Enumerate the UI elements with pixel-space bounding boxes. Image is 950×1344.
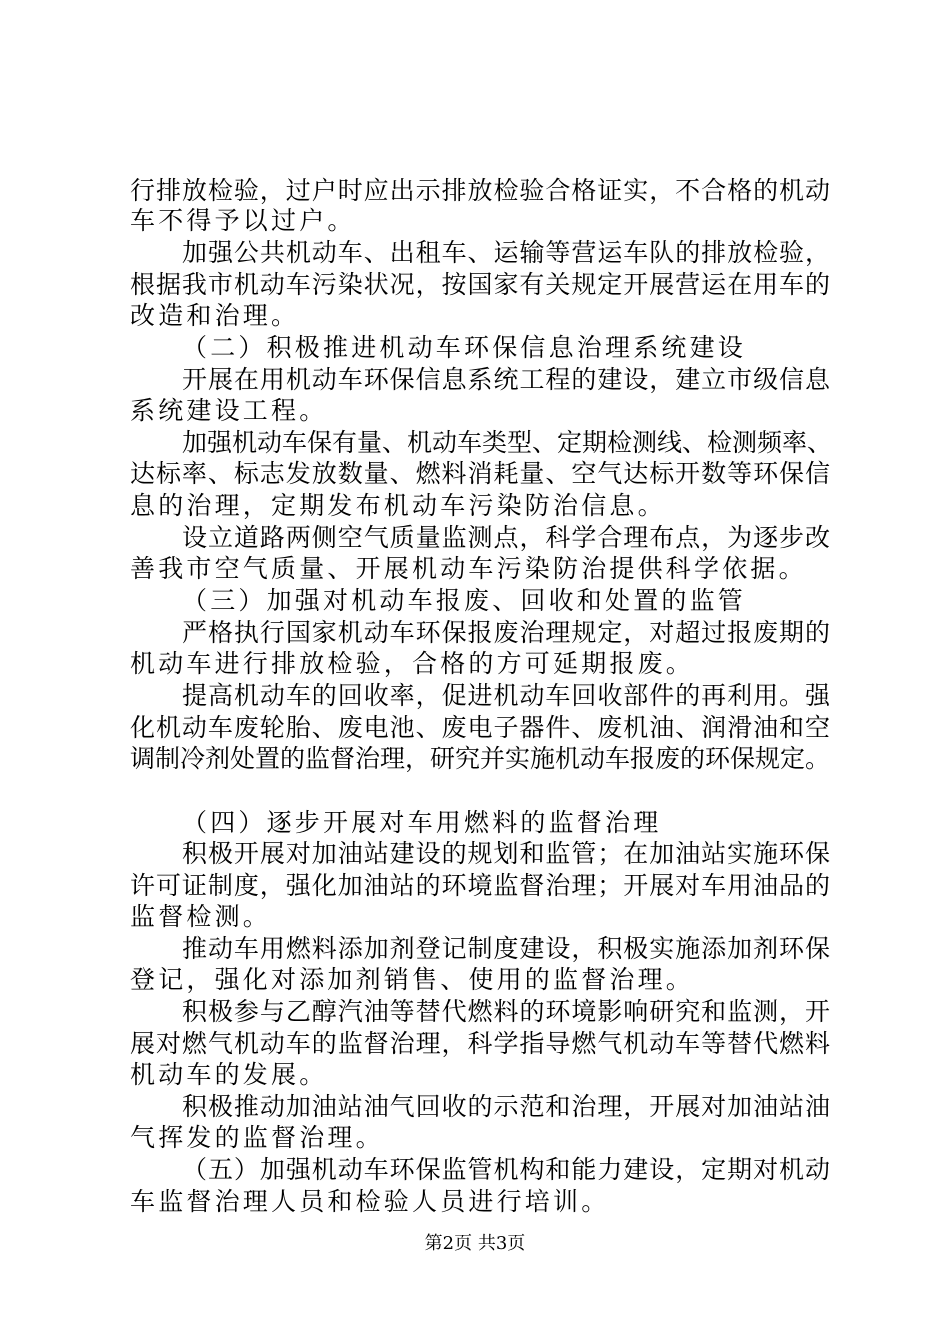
body-line: 登记，强化对添加剂销售、使用的监督治理。	[130, 965, 695, 994]
body-line: 推动车用燃料添加剂登记制度建设，积极实施添加剂环保	[182, 934, 830, 963]
body-line: 气挥发的监督治理。	[130, 1123, 384, 1152]
body-line: 积极推动加油站油气回收的示范和治理，开展对加油站油	[182, 1092, 830, 1121]
body-line: 许可证制度，强化加油站的环境监督治理；开展对车用油品的	[130, 871, 830, 900]
body-line: 息的治理，定期发布机动车污染防治信息。	[130, 491, 666, 520]
body-line: 加强公共机动车、出租车、运输等营运车队的排放检验，	[182, 238, 830, 267]
body-line: 积极参与乙醇汽油等替代燃料的环境影响研究和监测，开	[182, 997, 830, 1026]
section-heading: （二）积极推进机动车环保信息治理系统建设	[182, 333, 747, 362]
body-line: 行排放检验，过户时应出示排放检验合格证实，不合格的机动	[130, 176, 830, 205]
body-line: 善我市空气质量、开展机动车污染防治提供科学依据。	[130, 554, 807, 583]
section-heading: （四）逐步开展对车用燃料的监督治理	[182, 808, 662, 837]
body-line: 车监督治理人员和检验人员进行培训。	[130, 1187, 610, 1216]
section-heading: （三）加强对机动车报废、回收和处置的监管	[182, 586, 747, 615]
body-line: 积极开展对加油站建设的规划和监管；在加油站实施环保	[182, 839, 830, 868]
body-line: 调制冷剂处置的监督治理，研究并实施机动车报废的环保规定。	[130, 744, 831, 773]
body-line: 严格执行国家机动车环保报废治理规定，对超过报废期的	[182, 618, 830, 647]
body-line: 机动车进行排放检验，合格的方可延期报废。	[130, 649, 695, 678]
page-footer: 第2页 共3页	[424, 1233, 526, 1254]
body-line: 提高机动车的回收率，促进机动车回收部件的再利用。强	[182, 681, 830, 710]
body-line: 监督检测。	[130, 902, 272, 931]
body-line: 化机动车废轮胎、废电池、废电子器件、废机油、润滑油和空	[130, 713, 830, 742]
body-line: 达标率、标志发放数量、燃料消耗量、空气达标开数等环保信	[130, 459, 830, 488]
body-line: 机动车的发展。	[130, 1060, 328, 1089]
body-line: 加强机动车保有量、机动车类型、定期检测线、检测频率、	[182, 428, 833, 457]
body-line: 展对燃气机动车的监督治理，科学指导燃气机动车等替代燃料	[130, 1029, 830, 1058]
body-line: 根据我市机动车污染状况，按国家有关规定开展营运在用车的	[130, 270, 830, 299]
section-heading: （五）加强机动车环保监管机构和能力建设，定期对机动	[182, 1155, 830, 1184]
body-line: 设立道路两侧空气质量监测点，科学合理布点，为逐步改	[182, 523, 830, 552]
body-line: 开展在用机动车环保信息系统工程的建设，建立市级信息	[182, 365, 830, 394]
body-line: 系统建设工程。	[130, 396, 328, 425]
body-line: 车不得予以过户。	[130, 206, 356, 235]
body-line: 改造和治理。	[130, 301, 300, 330]
